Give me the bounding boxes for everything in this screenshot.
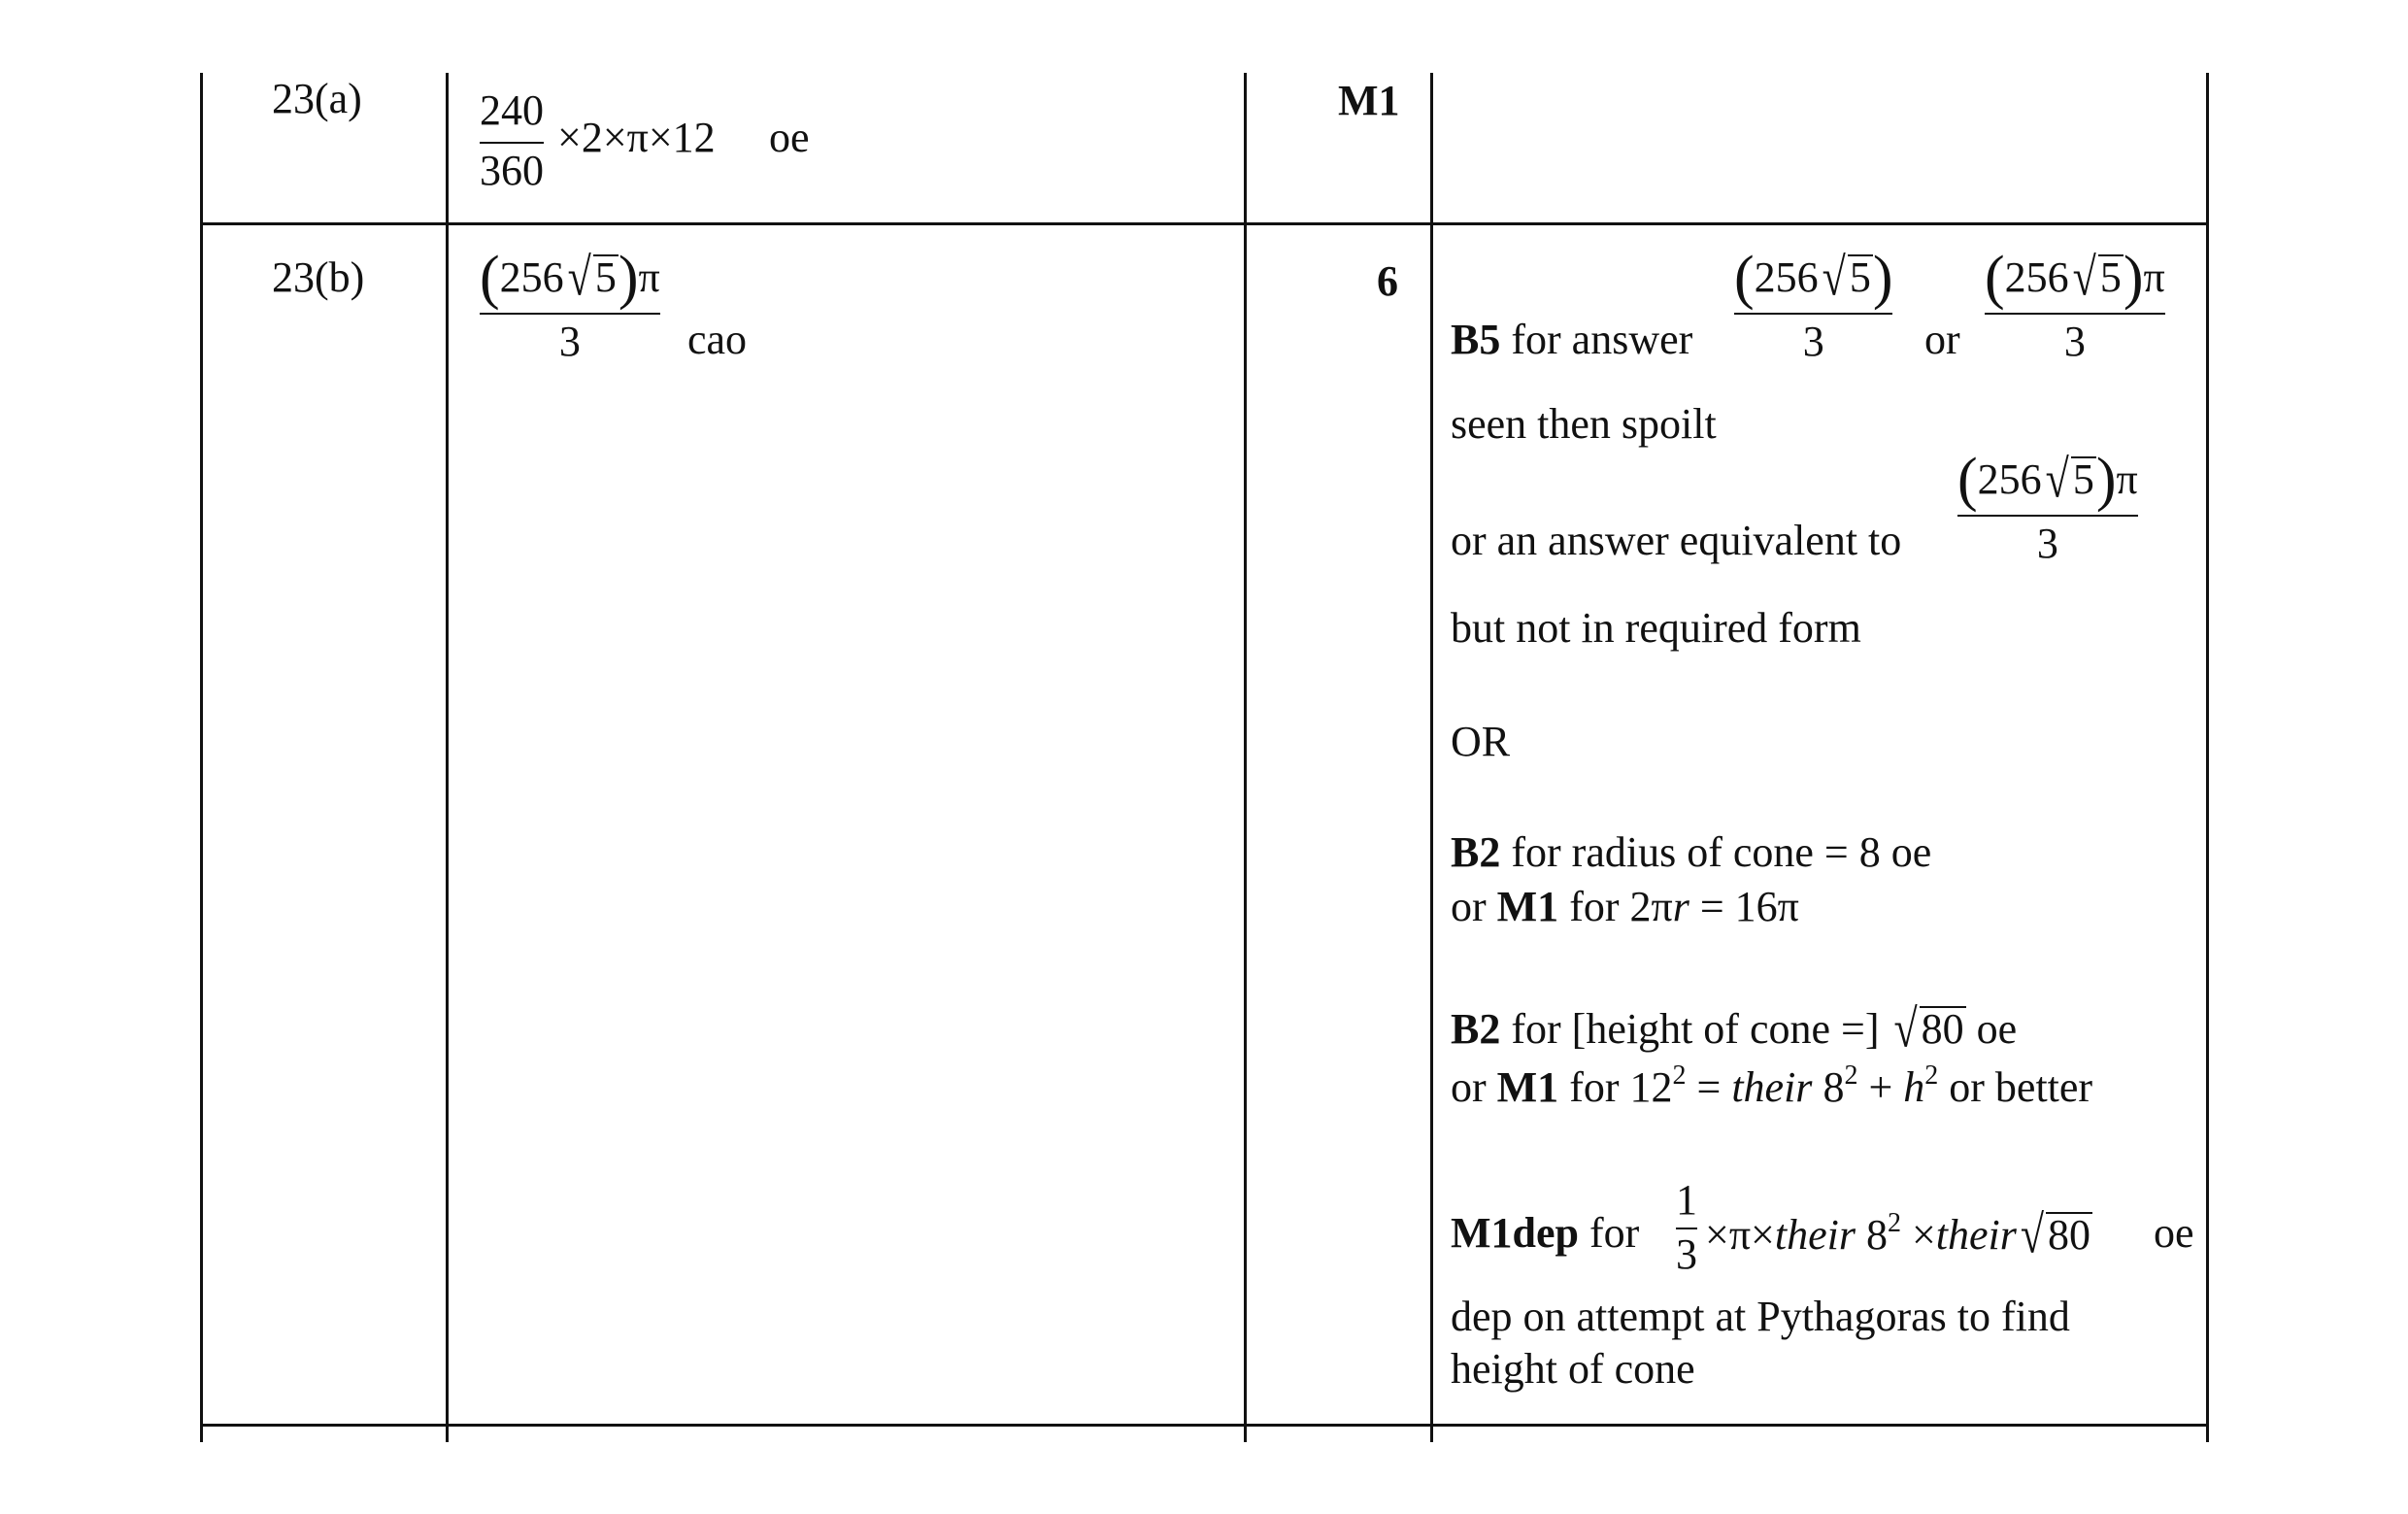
note-fraction: (256√5) 3 [1734, 245, 1893, 365]
answer-qualifier: oe [769, 114, 810, 161]
note-b5: B5 for answer [1451, 316, 1693, 363]
answer-expression: ×2×π×12 [557, 114, 716, 161]
note-not-required: but not in required form [1451, 604, 1861, 652]
note-dep-line1: dep on attempt at Pythagoras to find [1451, 1293, 2070, 1340]
table-border-left [200, 73, 203, 1442]
note-b2-radius: B2 for radius of cone = 8 oe [1451, 828, 1932, 876]
question-number: 23(a) [272, 75, 362, 122]
column-divider-answer [446, 73, 449, 1442]
fraction-bar [480, 142, 544, 144]
note-equivalent: or an answer equivalent to [1451, 517, 1902, 564]
column-divider-notes [1430, 73, 1433, 1442]
question-number: 23(b) [272, 253, 365, 301]
note-m1-pythagoras: or M1 for $12^2$ = their $8^2 + h^2$ or better [1451, 1060, 2093, 1111]
answer-qualifier: cao [687, 316, 748, 363]
note-fraction: (256√5)π 3 [1957, 447, 2138, 567]
fraction-numerator: 240 [480, 86, 544, 134]
fraction-bar [480, 313, 660, 315]
row-divider [200, 222, 2209, 225]
note-or: or [1924, 316, 1960, 363]
fraction-numerator: (256√5)π [480, 245, 660, 311]
note-or-caps: OR [1451, 718, 1511, 765]
fraction-denominator: 360 [480, 147, 544, 194]
note-m1dep: M1dep for [1451, 1209, 1640, 1257]
note-m1dep-expression: ×π×their $8^2$ ×their√80 [1705, 1204, 2091, 1264]
note-one-third-fraction: 1 3 [1676, 1176, 1697, 1278]
note-fraction: (256√5)π 3 [1985, 245, 2165, 365]
answer-fraction [480, 86, 544, 194]
column-divider-mark [1244, 73, 1247, 1442]
mark-value: M1 [1338, 77, 1400, 124]
note-dep-line2: height of cone [1451, 1345, 1695, 1393]
mark-value: 6 [1377, 257, 1398, 305]
table-border-right [2206, 73, 2209, 1442]
answer-fraction [480, 245, 660, 365]
fraction-denominator: 3 [558, 317, 581, 365]
note-spoilt: seen then spoilt [1451, 400, 1717, 448]
note-m1-circumference: or M1 for 2πr = 16π [1451, 883, 1799, 930]
note-m1dep-oe: oe [2154, 1209, 2194, 1257]
note-b2-height: B2 for [height of cone =] √80 oe [1451, 998, 2018, 1059]
row-divider [200, 1424, 2209, 1427]
